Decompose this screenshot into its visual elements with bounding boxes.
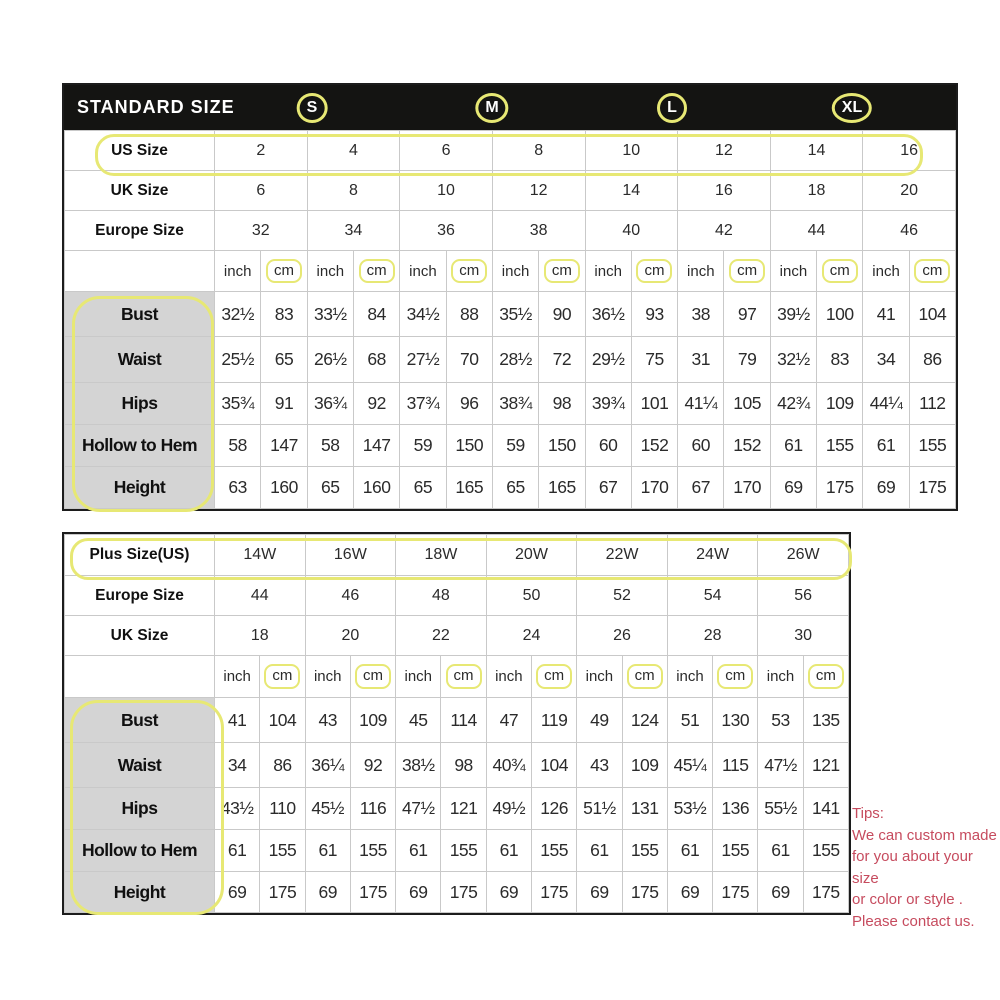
cell-value: 45½ [305,788,350,830]
cell-value: 72 [539,337,585,383]
cell-value: 26W [758,535,849,576]
cell-value: 69 [215,872,260,913]
cell-value: 34 [215,743,260,788]
cell-value: 147 [261,425,307,467]
cell-value: 14W [215,535,306,576]
cell-value: 135 [803,698,848,743]
cell-value: 31 [678,337,724,383]
cell-value: 155 [909,425,955,467]
cell-value: 38 [678,292,724,337]
cell-value: 61 [305,830,350,872]
cell-value: 36¾ [307,383,353,425]
cm-highlight-box: cm [717,664,753,689]
cell-value: inch [492,251,538,292]
cell-value: 61 [396,830,441,872]
cell-value: 155 [350,830,395,872]
cell-value: 100 [817,292,863,337]
standard-size-grid [64,130,956,509]
cell-value: 10 [585,131,678,171]
cell-value: 109 [622,743,667,788]
cell-value: 38½ [396,743,441,788]
cell-value: 32½ [770,337,816,383]
cell-value: 41¼ [678,383,724,425]
cell-value: 104 [260,698,305,743]
cell-value: 20W [486,535,577,576]
cell-value: 112 [909,383,955,425]
cell-value: 170 [631,467,677,509]
cell-value: 41 [863,292,909,337]
uk-size-row [65,616,849,656]
row-label: Hips [65,788,215,830]
cm-highlight-box: cm [446,664,482,689]
row-label: Hollow to Hem [65,830,215,872]
cell-value: 175 [622,872,667,913]
cell-value: 69 [770,467,816,509]
cell-value: inch [307,251,353,292]
cell-value: 59 [492,425,538,467]
row-label: Europe Size [65,576,215,616]
custom-made-tips-note [852,803,998,932]
cell-value: inch [678,251,724,292]
cell-value: 18 [770,171,863,211]
cell-value: 36½ [585,292,631,337]
cell-value: 61 [667,830,712,872]
cell-value: 53 [758,698,803,743]
cell-value [261,251,307,292]
cell-value: 60 [678,425,724,467]
cm-highlight-box: cm [359,259,395,284]
cell-value: 61 [758,830,803,872]
plus-size-table [62,532,851,915]
cell-value: 104 [531,743,576,788]
cell-value [441,656,486,698]
cell-value: 59 [400,425,446,467]
cell-value: inch [667,656,712,698]
unit-row [65,251,956,292]
cell-value: 43½ [215,788,260,830]
cell-value: 2 [215,131,308,171]
cell-value [531,656,576,698]
cell-value: 152 [724,425,770,467]
cell-value: 40¾ [486,743,531,788]
cm-highlight-box: cm [914,259,950,284]
tips-line: Please contact us. [852,912,975,930]
cm-highlight-box: cm [822,259,858,284]
cell-value: 34½ [400,292,446,337]
cell-value: 114 [441,698,486,743]
cell-value: 46 [305,576,396,616]
cell-value [909,251,955,292]
cell-value: 30 [758,616,849,656]
cell-value: 44 [770,211,863,251]
cell-value: 6 [400,131,493,171]
size-badge-l: L [657,93,687,123]
size-badge-s: S [297,93,328,123]
cell-value: 35½ [492,292,538,337]
tips-title: Tips: [852,805,884,822]
unit-row [65,656,849,698]
cell-value: 91 [261,383,307,425]
plus-size-row [65,535,849,576]
cell-value: 18 [215,616,306,656]
cell-value: 70 [446,337,492,383]
cell-value: inch [758,656,803,698]
row-label: Waist [65,337,215,383]
cell-value: 63 [215,467,261,509]
cell-value: 155 [817,425,863,467]
cell-value: inch [585,251,631,292]
cell-value: 124 [622,698,667,743]
row-label-empty [65,656,215,698]
cell-value: 8 [492,131,585,171]
cm-highlight-box: cm [729,259,765,284]
cell-value: 150 [446,425,492,467]
cell-value: inch [215,251,261,292]
cell-value: 98 [539,383,585,425]
cell-value: 175 [531,872,576,913]
cell-value: 8 [307,171,400,211]
cell-value: 42¾ [770,383,816,425]
cell-value: 50 [486,576,577,616]
cell-value: 65 [307,467,353,509]
europe-size-row [65,576,849,616]
tips-line: for you about your size [852,848,973,887]
cell-value: 92 [350,743,395,788]
cell-value: 86 [909,337,955,383]
row-label-empty [65,251,215,292]
cell-value [446,251,492,292]
cm-highlight-box: cm [355,664,391,689]
cell-value: 22W [577,535,668,576]
hips-row [65,788,849,830]
cell-value: 20 [305,616,396,656]
cell-value: 65 [261,337,307,383]
cell-value: 69 [305,872,350,913]
cell-value [260,656,305,698]
cell-value: 69 [667,872,712,913]
cell-value: 93 [631,292,677,337]
us-size-row [65,131,956,171]
cell-value: 79 [724,337,770,383]
cell-value: 67 [678,467,724,509]
cell-value: inch [215,656,260,698]
cell-value [817,251,863,292]
cell-value: 75 [631,337,677,383]
cell-value: 83 [261,292,307,337]
row-label: Waist [65,743,215,788]
cm-highlight-box: cm [266,259,302,284]
cell-value: 34 [307,211,400,251]
cell-value: 25½ [215,337,261,383]
cell-value [353,251,399,292]
cell-value: 16 [678,171,771,211]
cell-value: 27½ [400,337,446,383]
cell-value: 24 [486,616,577,656]
cm-highlight-box: cm [627,664,663,689]
uk-size-row [65,171,956,211]
cell-value: 96 [446,383,492,425]
cell-value: 42 [678,211,771,251]
cell-value: 55½ [758,788,803,830]
cell-value: 92 [353,383,399,425]
cell-value: 49 [577,698,622,743]
cell-value: 14 [585,171,678,211]
plus-size-grid [64,534,849,913]
cell-value: 155 [441,830,486,872]
cell-value: 90 [539,292,585,337]
cell-value: 16W [305,535,396,576]
cell-value: inch [305,656,350,698]
row-label: Height [65,467,215,509]
cell-value: 165 [446,467,492,509]
cell-value: 48 [396,576,487,616]
cell-value: 12 [678,131,771,171]
cell-value: 160 [353,467,399,509]
cell-value: 175 [909,467,955,509]
waist-row [65,743,849,788]
cell-value: 22 [396,616,487,656]
cell-value: 136 [713,788,758,830]
europe-size-row [65,211,956,251]
cell-value: 36 [400,211,493,251]
hollow-to-hem-row [65,425,956,467]
cell-value: 10 [400,171,493,211]
row-label: Hips [65,383,215,425]
cell-value [350,656,395,698]
standard-table-title: STANDARD SIZE [77,97,235,117]
tips-line: or color or style . [852,891,963,908]
cell-value: inch [396,656,441,698]
cell-value: inch [400,251,446,292]
cell-value: 43 [577,743,622,788]
cell-value: 47½ [396,788,441,830]
cell-value: 28½ [492,337,538,383]
cell-value: 16 [863,131,956,171]
bust-row [65,698,849,743]
cell-value: 6 [215,171,308,211]
cell-value: 105 [724,383,770,425]
cell-value: 119 [531,698,576,743]
cell-value: 40 [585,211,678,251]
cell-value: 61 [577,830,622,872]
height-row [65,872,849,913]
cell-value: 35¾ [215,383,261,425]
cell-value: 69 [486,872,531,913]
cell-value: 88 [446,292,492,337]
cell-value: 60 [585,425,631,467]
cell-value: 152 [631,425,677,467]
cell-value: 38 [492,211,585,251]
cell-value: inch [863,251,909,292]
row-label: US Size [65,131,215,171]
cell-value: 24W [667,535,758,576]
cell-value: 69 [758,872,803,913]
cell-value: 26½ [307,337,353,383]
standard-table-header [64,85,956,130]
cell-value: 61 [215,830,260,872]
size-badge-xl: XL [832,93,872,123]
cell-value: 126 [531,788,576,830]
cell-value: 51 [667,698,712,743]
cell-value: 121 [441,788,486,830]
cm-highlight-box: cm [808,664,844,689]
row-label: Bust [65,292,215,337]
cell-value: 14 [770,131,863,171]
cell-value: 46 [863,211,956,251]
cell-value [622,656,667,698]
cell-value: 175 [713,872,758,913]
cell-value: 54 [667,576,758,616]
cell-value: 109 [817,383,863,425]
cell-value: 29½ [585,337,631,383]
cell-value: 67 [585,467,631,509]
cell-value: 20 [863,171,956,211]
row-label: Bust [65,698,215,743]
cell-value: 34 [863,337,909,383]
cell-value: inch [486,656,531,698]
height-row [65,467,956,509]
bust-row [65,292,956,337]
cell-value: inch [770,251,816,292]
cell-value: 141 [803,788,848,830]
cell-value: 56 [758,576,849,616]
cell-value: 69 [396,872,441,913]
cell-value: inch [577,656,622,698]
standard-size-table [62,83,958,511]
cell-value: 147 [353,425,399,467]
cell-value: 61 [770,425,816,467]
cell-value: 44 [215,576,306,616]
cell-value: 37¾ [400,383,446,425]
row-label: Hollow to Hem [65,425,215,467]
cell-value: 155 [622,830,667,872]
cell-value: 18W [396,535,487,576]
cell-value: 110 [260,788,305,830]
cell-value: 104 [909,292,955,337]
cell-value: 32 [215,211,308,251]
cell-value: 51½ [577,788,622,830]
cell-value: 98 [441,743,486,788]
tips-line: We can custom made [852,826,997,844]
cell-value: 33½ [307,292,353,337]
hollow-to-hem-row [65,830,849,872]
cell-value: 160 [261,467,307,509]
cell-value: 65 [400,467,446,509]
cell-value: 155 [531,830,576,872]
cell-value: 109 [350,698,395,743]
cell-value: 175 [803,872,848,913]
cell-value: 53½ [667,788,712,830]
cell-value: 61 [863,425,909,467]
cell-value [539,251,585,292]
cell-value: 121 [803,743,848,788]
cell-value: 36¼ [305,743,350,788]
cell-value: 175 [817,467,863,509]
cell-value: 115 [713,743,758,788]
cell-value: 61 [486,830,531,872]
cell-value: 97 [724,292,770,337]
cell-value: 52 [577,576,668,616]
cell-value: 49½ [486,788,531,830]
cell-value: 47 [486,698,531,743]
cell-value: 47½ [758,743,803,788]
cell-value: 131 [622,788,667,830]
cell-value [724,251,770,292]
row-label: Plus Size(US) [65,535,215,576]
cell-value: 150 [539,425,585,467]
cell-value: 83 [817,337,863,383]
cell-value: 45 [396,698,441,743]
cell-value: 155 [803,830,848,872]
cell-value: 28 [667,616,758,656]
cell-value: 32½ [215,292,261,337]
cell-value: 101 [631,383,677,425]
row-label: UK Size [65,616,215,656]
cell-value [803,656,848,698]
size-badge-m: M [475,93,508,123]
cell-value [713,656,758,698]
cell-value: 175 [441,872,486,913]
cell-value: 58 [215,425,261,467]
cell-value: 155 [260,830,305,872]
cell-value: 130 [713,698,758,743]
row-label: Europe Size [65,211,215,251]
cell-value: 116 [350,788,395,830]
cell-value: 175 [260,872,305,913]
cell-value: 4 [307,131,400,171]
cell-value: 86 [260,743,305,788]
cell-value [631,251,677,292]
cell-value: 26 [577,616,668,656]
cell-value: 84 [353,292,399,337]
cell-value: 39¾ [585,383,631,425]
cm-highlight-box: cm [451,259,487,284]
cm-highlight-box: cm [636,259,672,284]
cell-value: 69 [577,872,622,913]
row-label: Height [65,872,215,913]
cell-value: 45¼ [667,743,712,788]
cell-value: 44¼ [863,383,909,425]
cell-value: 170 [724,467,770,509]
cell-value: 69 [863,467,909,509]
hips-row [65,383,956,425]
cell-value: 12 [492,171,585,211]
cell-value: 175 [350,872,395,913]
cell-value: 165 [539,467,585,509]
cm-highlight-box: cm [264,664,300,689]
waist-row [65,337,956,383]
cm-highlight-box: cm [544,259,580,284]
row-label: UK Size [65,171,215,211]
cell-value: 43 [305,698,350,743]
cell-value: 155 [713,830,758,872]
cell-value: 39½ [770,292,816,337]
cell-value: 38¾ [492,383,538,425]
cell-value: 65 [492,467,538,509]
cell-value: 58 [307,425,353,467]
cell-value: 68 [353,337,399,383]
cell-value: 41 [215,698,260,743]
cm-highlight-box: cm [536,664,572,689]
